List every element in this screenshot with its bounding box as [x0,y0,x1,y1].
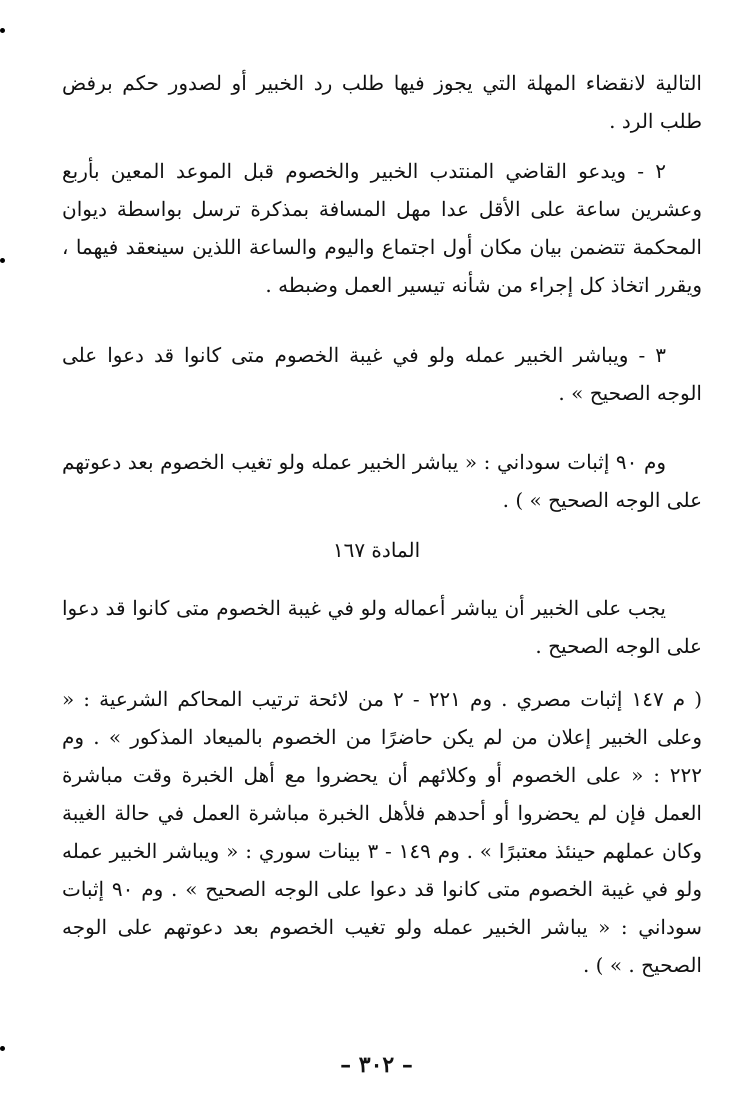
intro-paragraph: التالية لانقضاء المهلة التي يجوز فيها طلب رد الخبير أو لصدور حكم برفض طلب الرد . [62,71,702,133]
margin-mark-middle [0,258,5,263]
clause-3-block [62,336,702,412]
clause-2-paragraph: ٢ - ويدعو القاضي المنتدب الخبير والخصوم قبل الموعد المعين بأربع وعشرين ساعة على الأقل عدا مهل المسافة بمذكرة ترسل بواسطة ديوان المحكمة تتضمن بيان مكان أول اجتماع واليوم والساعة اللذين سينعقد فيهما ، ويقرر اتخاذ كل إجراء من شأنه تيسير العمل وضبطه . [62,159,702,297]
intro-block [62,64,702,140]
clause-3-paragraph: ٣ - ويباشر الخبير عمله ولو في غيبة الخصوم متى كانوا قد دعوا على الوجه الصحيح » . [62,343,702,405]
article-body-paragraph: يجب على الخبير أن يباشر أعماله ولو في غيبة الخصوم متى كانوا قد دعوا على الوجه الصحيح . [62,596,702,658]
clause-2-block [62,152,702,304]
references-paragraph: ( م ١٤٧ إثبات مصري . وم ٢٢١ - ٢ من لائحة ترتيب المحاكم الشرعية : « وعلى الخبير إعلان من لم يكن حاضرًا من الخصوم بالميعاد المذكور » . وم ٢٢٢ : « على الخصوم أو وكلائهم أن يحضروا مع أهل الخبرة وقت مباشرة العمل فإن لم يحضروا أو أحدهم فلأهل الخبرة مباشرة العمل في حالة الغيبة وكان عملهم حينئذ معتبرًا » . وم ١٤٩ - ٣ بينات سوري : « ويباشر الخبير عمله ولو في غيبة الخصوم متى كانوا قد دعوا على الوجه الصحيح » . وم ٩٠ إثبات سوداني : « يباشر الخبير عمله ولو تغيب الخصوم بعد دعوتهم على الوجه الصحيح . » ) . [62,687,703,977]
sudan-note-block [62,443,702,519]
article-heading: المادة ١٦٧ [332,538,421,562]
margin-mark-top [0,28,5,33]
references-block [62,680,702,984]
article-body-block [62,589,702,665]
sudan-note-paragraph: وم ٩٠ إثبات سوداني : « يباشر الخبير عمله ولو تغيب الخصوم بعد دعوتهم على الوجه الصحيح » ) . [62,450,702,512]
page-number: – ٣٠٢ – [340,1052,413,1078]
